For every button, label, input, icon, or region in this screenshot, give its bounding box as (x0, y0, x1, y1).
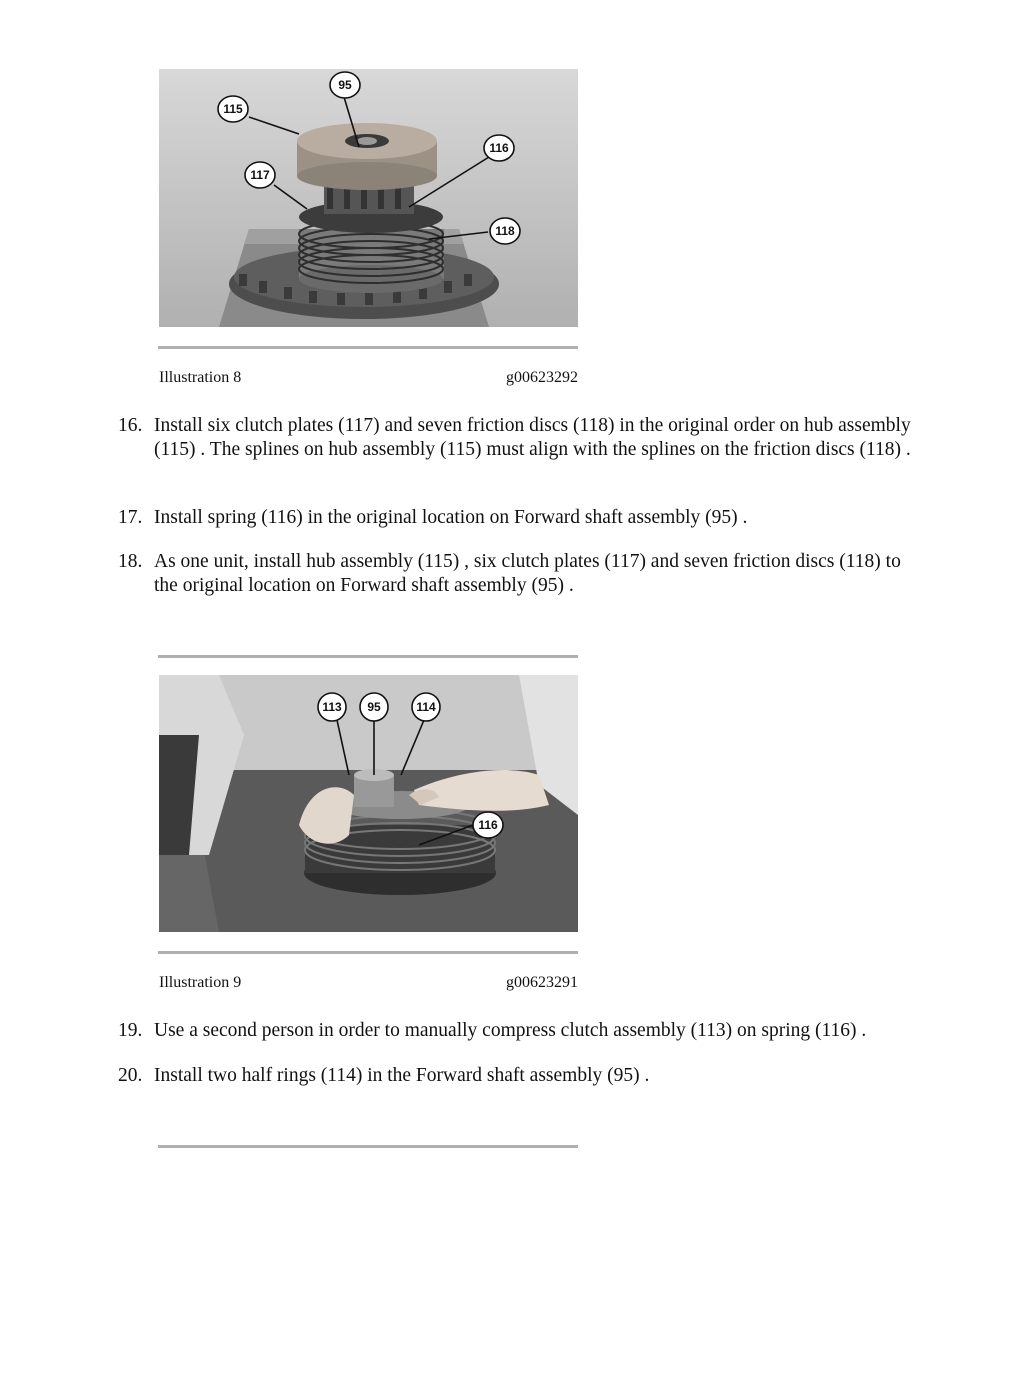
step-17 (118, 506, 918, 530)
callout-118: 118 (495, 224, 515, 238)
step-text: Install spring (116) in the original location on Forward shaft assembly (95) . (154, 507, 748, 528)
illustration-9-label: Illustration 9 (159, 974, 242, 991)
step-text: Use a second person in order to manually compress clutch assembly (113) on spring (116) . (154, 1020, 867, 1041)
step-18 (118, 550, 918, 598)
callout-116: 116 (478, 818, 498, 832)
step-16 (118, 414, 918, 462)
illustration-9-photo (159, 675, 578, 932)
step-number: 17. (118, 507, 143, 528)
callout-113: 113 (322, 700, 342, 714)
callout-115: 115 (223, 102, 243, 116)
illustration-9-id: g00623291 (506, 974, 578, 991)
step-text: Install six clutch plates (117) and seven friction discs (118) in the original order on hub assembly (115) . The splines on hub assembly (115) must align with the splines on the friction discs (118) . (154, 415, 911, 460)
next-illustration-divider (158, 1145, 578, 1148)
illustration-8-id: g00623292 (506, 369, 578, 386)
step-19 (118, 1019, 918, 1043)
callout-114: 114 (416, 700, 436, 714)
callout-117: 117 (250, 168, 270, 182)
callout-95: 95 (338, 78, 352, 92)
step-text: As one unit, install hub assembly (115) , six clutch plates (117) and seven friction discs (118) to the original location on Forward shaft assembly (95) . (154, 551, 901, 596)
step-text: Install two half rings (114) in the Forward shaft assembly (95) . (154, 1065, 650, 1086)
step-number: 20. (118, 1065, 143, 1086)
callout-116: 116 (489, 141, 509, 155)
step-number: 18. (118, 551, 143, 572)
step-20 (118, 1064, 918, 1088)
illustration-9-top-divider (158, 655, 578, 658)
illustration-8-photo (159, 69, 578, 327)
step-number: 19. (118, 1020, 143, 1041)
callout-95: 95 (367, 700, 381, 714)
illustration-9-divider (158, 951, 578, 954)
illustration-8-caption (159, 369, 578, 387)
illustration-9-caption (159, 974, 578, 992)
illustration-8-label: Illustration 8 (159, 369, 242, 386)
illustration-8-divider (158, 346, 578, 349)
step-number: 16. (118, 415, 143, 436)
